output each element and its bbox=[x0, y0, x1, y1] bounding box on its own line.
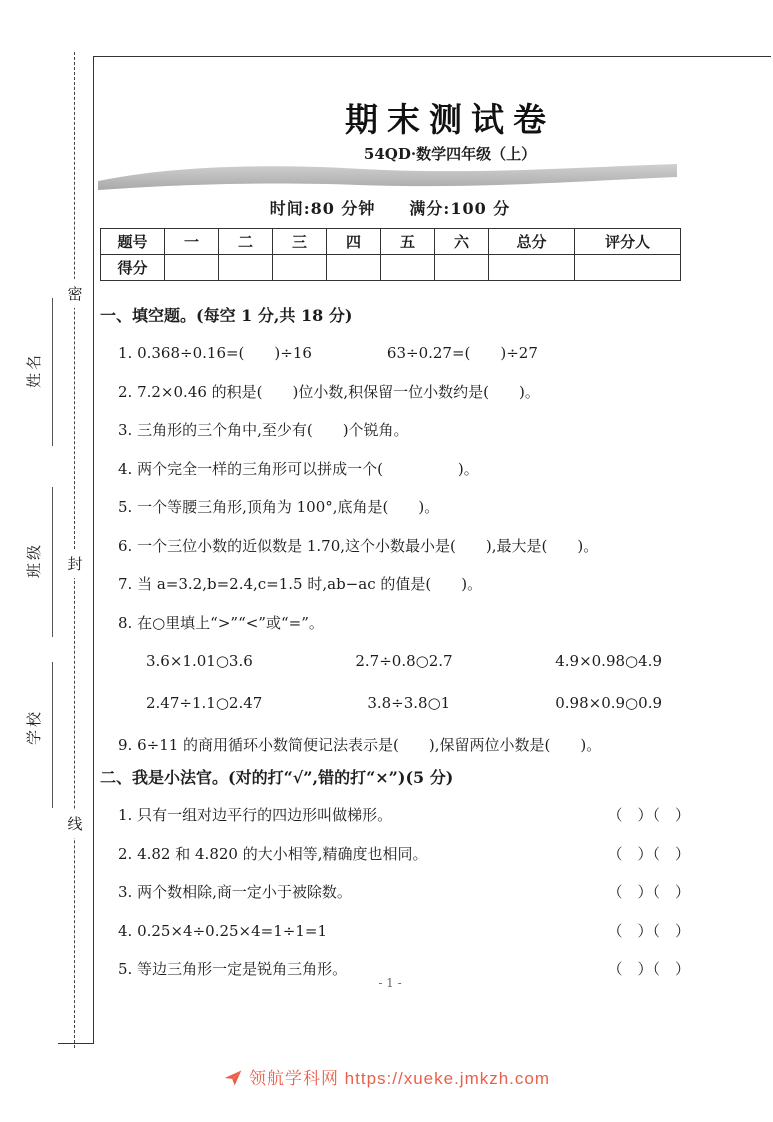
name-label: 姓名 bbox=[25, 352, 43, 389]
score-cell bbox=[575, 255, 681, 281]
score-cell bbox=[165, 255, 219, 281]
paper-plane-icon bbox=[223, 1068, 243, 1088]
judge-answer-blank: （ ）（ ） bbox=[607, 921, 690, 940]
ribbon-graphic bbox=[97, 160, 679, 192]
score-table-score-row bbox=[101, 255, 681, 281]
frame-bottom-line bbox=[58, 1043, 94, 1044]
score-cell bbox=[435, 255, 489, 281]
exam-title: 期末测试卷 bbox=[345, 100, 555, 139]
q8-compare-row-2 bbox=[146, 690, 662, 716]
score-table bbox=[100, 228, 681, 281]
score-header-cell: 五 bbox=[381, 229, 435, 255]
fill-item-3: 3. 三角形的三个角中,至少有( )个锐角。 bbox=[118, 421, 409, 439]
section1-title: 一、填空题。(每空 1 分,共 18 分) bbox=[100, 306, 353, 325]
score-header-cell: 六 bbox=[435, 229, 489, 255]
judge-item-text: 1. 只有一组对边平行的四边形叫做梯形。 bbox=[118, 806, 393, 824]
class-label: 班级 bbox=[25, 542, 43, 579]
judge-answer-blank: （ ）（ ） bbox=[607, 806, 690, 824]
fill-item-9: 9. 6÷11 的商用循环小数简便记法表示是( ),保留两位小数是( )。 bbox=[118, 736, 602, 754]
q8-expression: 0.98×0.9○0.9 bbox=[555, 694, 662, 712]
fill-item-6: 6. 一个三位小数的近似数是 1.70,这个小数最小是( ),最大是( )。 bbox=[118, 536, 599, 555]
q8-expression: 2.47÷1.1○2.47 bbox=[146, 694, 263, 712]
score-cell bbox=[381, 255, 435, 281]
judge-item-text: 2. 4.82 和 4.820 的大小相等,精确度也相同。 bbox=[118, 844, 428, 863]
page-number: - 1 - bbox=[378, 976, 402, 990]
judge-item-3 bbox=[118, 879, 690, 905]
score-header-cell: 总分 bbox=[489, 229, 575, 255]
exam-meta: 时间:80 分钟 满分:100 分 bbox=[269, 199, 511, 218]
judge-answer-blank: （ ）（ ） bbox=[607, 960, 690, 978]
fill-item-5: 5. 一个等腰三角形,顶角为 100°,底角是( )。 bbox=[118, 498, 440, 516]
watermark-link[interactable]: 领航学科网 https://xueke.jmkzh.com bbox=[248, 1069, 551, 1088]
judge-item-text: 3. 两个数相除,商一定小于被除数。 bbox=[118, 883, 352, 901]
judge-item-4 bbox=[118, 918, 690, 944]
fill-item-4: 4. 两个完全一样的三角形可以拼成一个( )。 bbox=[118, 459, 479, 478]
seal-char-xian: 线 bbox=[66, 809, 84, 838]
q8-compare-row-1 bbox=[146, 648, 662, 674]
fill-item-2: 2. 7.2×0.46 的积是( )位小数,积保留一位小数约是( )。 bbox=[118, 382, 540, 401]
section-fill-blanks bbox=[100, 302, 690, 771]
seal-char-feng: 封 bbox=[66, 549, 84, 578]
fill-item-7: 7. 当 a=3.2,b=2.4,c=1.5 时,ab−ac 的值是( )。 bbox=[118, 575, 483, 593]
seal-char-mi: 密 bbox=[66, 279, 84, 308]
score-header-cell: 二 bbox=[219, 229, 273, 255]
q8-expression: 2.7÷0.8○2.7 bbox=[355, 652, 453, 670]
judge-item-text: 4. 0.25×4÷0.25×4=1÷1=1 bbox=[118, 921, 328, 940]
score-header-cell: 三 bbox=[273, 229, 327, 255]
fill-item-1: 1. 0.368÷0.16=( )÷16 63÷0.27=( )÷27 bbox=[118, 344, 538, 362]
judge-item-text: 5. 等边三角形一定是锐角三角形。 bbox=[118, 960, 348, 978]
watermark bbox=[0, 1064, 773, 1089]
q8-expression: 4.9×0.98○4.9 bbox=[555, 652, 662, 670]
score-header-cell: 评分人 bbox=[575, 229, 681, 255]
score-header-cell: 题号 bbox=[101, 229, 165, 255]
frame-left-line bbox=[93, 56, 94, 1043]
exam-subtitle: 54QD·数学四年级（上） bbox=[363, 145, 537, 163]
section-true-false bbox=[100, 764, 690, 995]
section2-title: 二、我是小法官。(对的打“√”,错的打“×”)(5 分) bbox=[100, 768, 454, 787]
q8-expression: 3.6×1.01○3.6 bbox=[146, 652, 253, 670]
judge-item-1 bbox=[118, 802, 690, 828]
frame-top-line bbox=[93, 56, 771, 57]
score-cell bbox=[273, 255, 327, 281]
score-cell bbox=[219, 255, 273, 281]
judge-answer-blank: （ ）（ ） bbox=[607, 883, 690, 901]
score-header-cell: 一 bbox=[165, 229, 219, 255]
score-table-header-row bbox=[101, 229, 681, 255]
judge-item-2 bbox=[118, 841, 690, 867]
score-cell bbox=[489, 255, 575, 281]
score-row-label: 得分 bbox=[101, 255, 165, 281]
school-label: 学校 bbox=[25, 709, 43, 746]
fill-item-8: 8. 在○里填上“>”“<”或“=”。 bbox=[118, 613, 324, 632]
score-header-cell: 四 bbox=[327, 229, 381, 255]
q8-expression: 3.8÷3.8○1 bbox=[367, 694, 451, 712]
score-cell bbox=[327, 255, 381, 281]
judge-answer-blank: （ ）（ ） bbox=[607, 844, 690, 863]
